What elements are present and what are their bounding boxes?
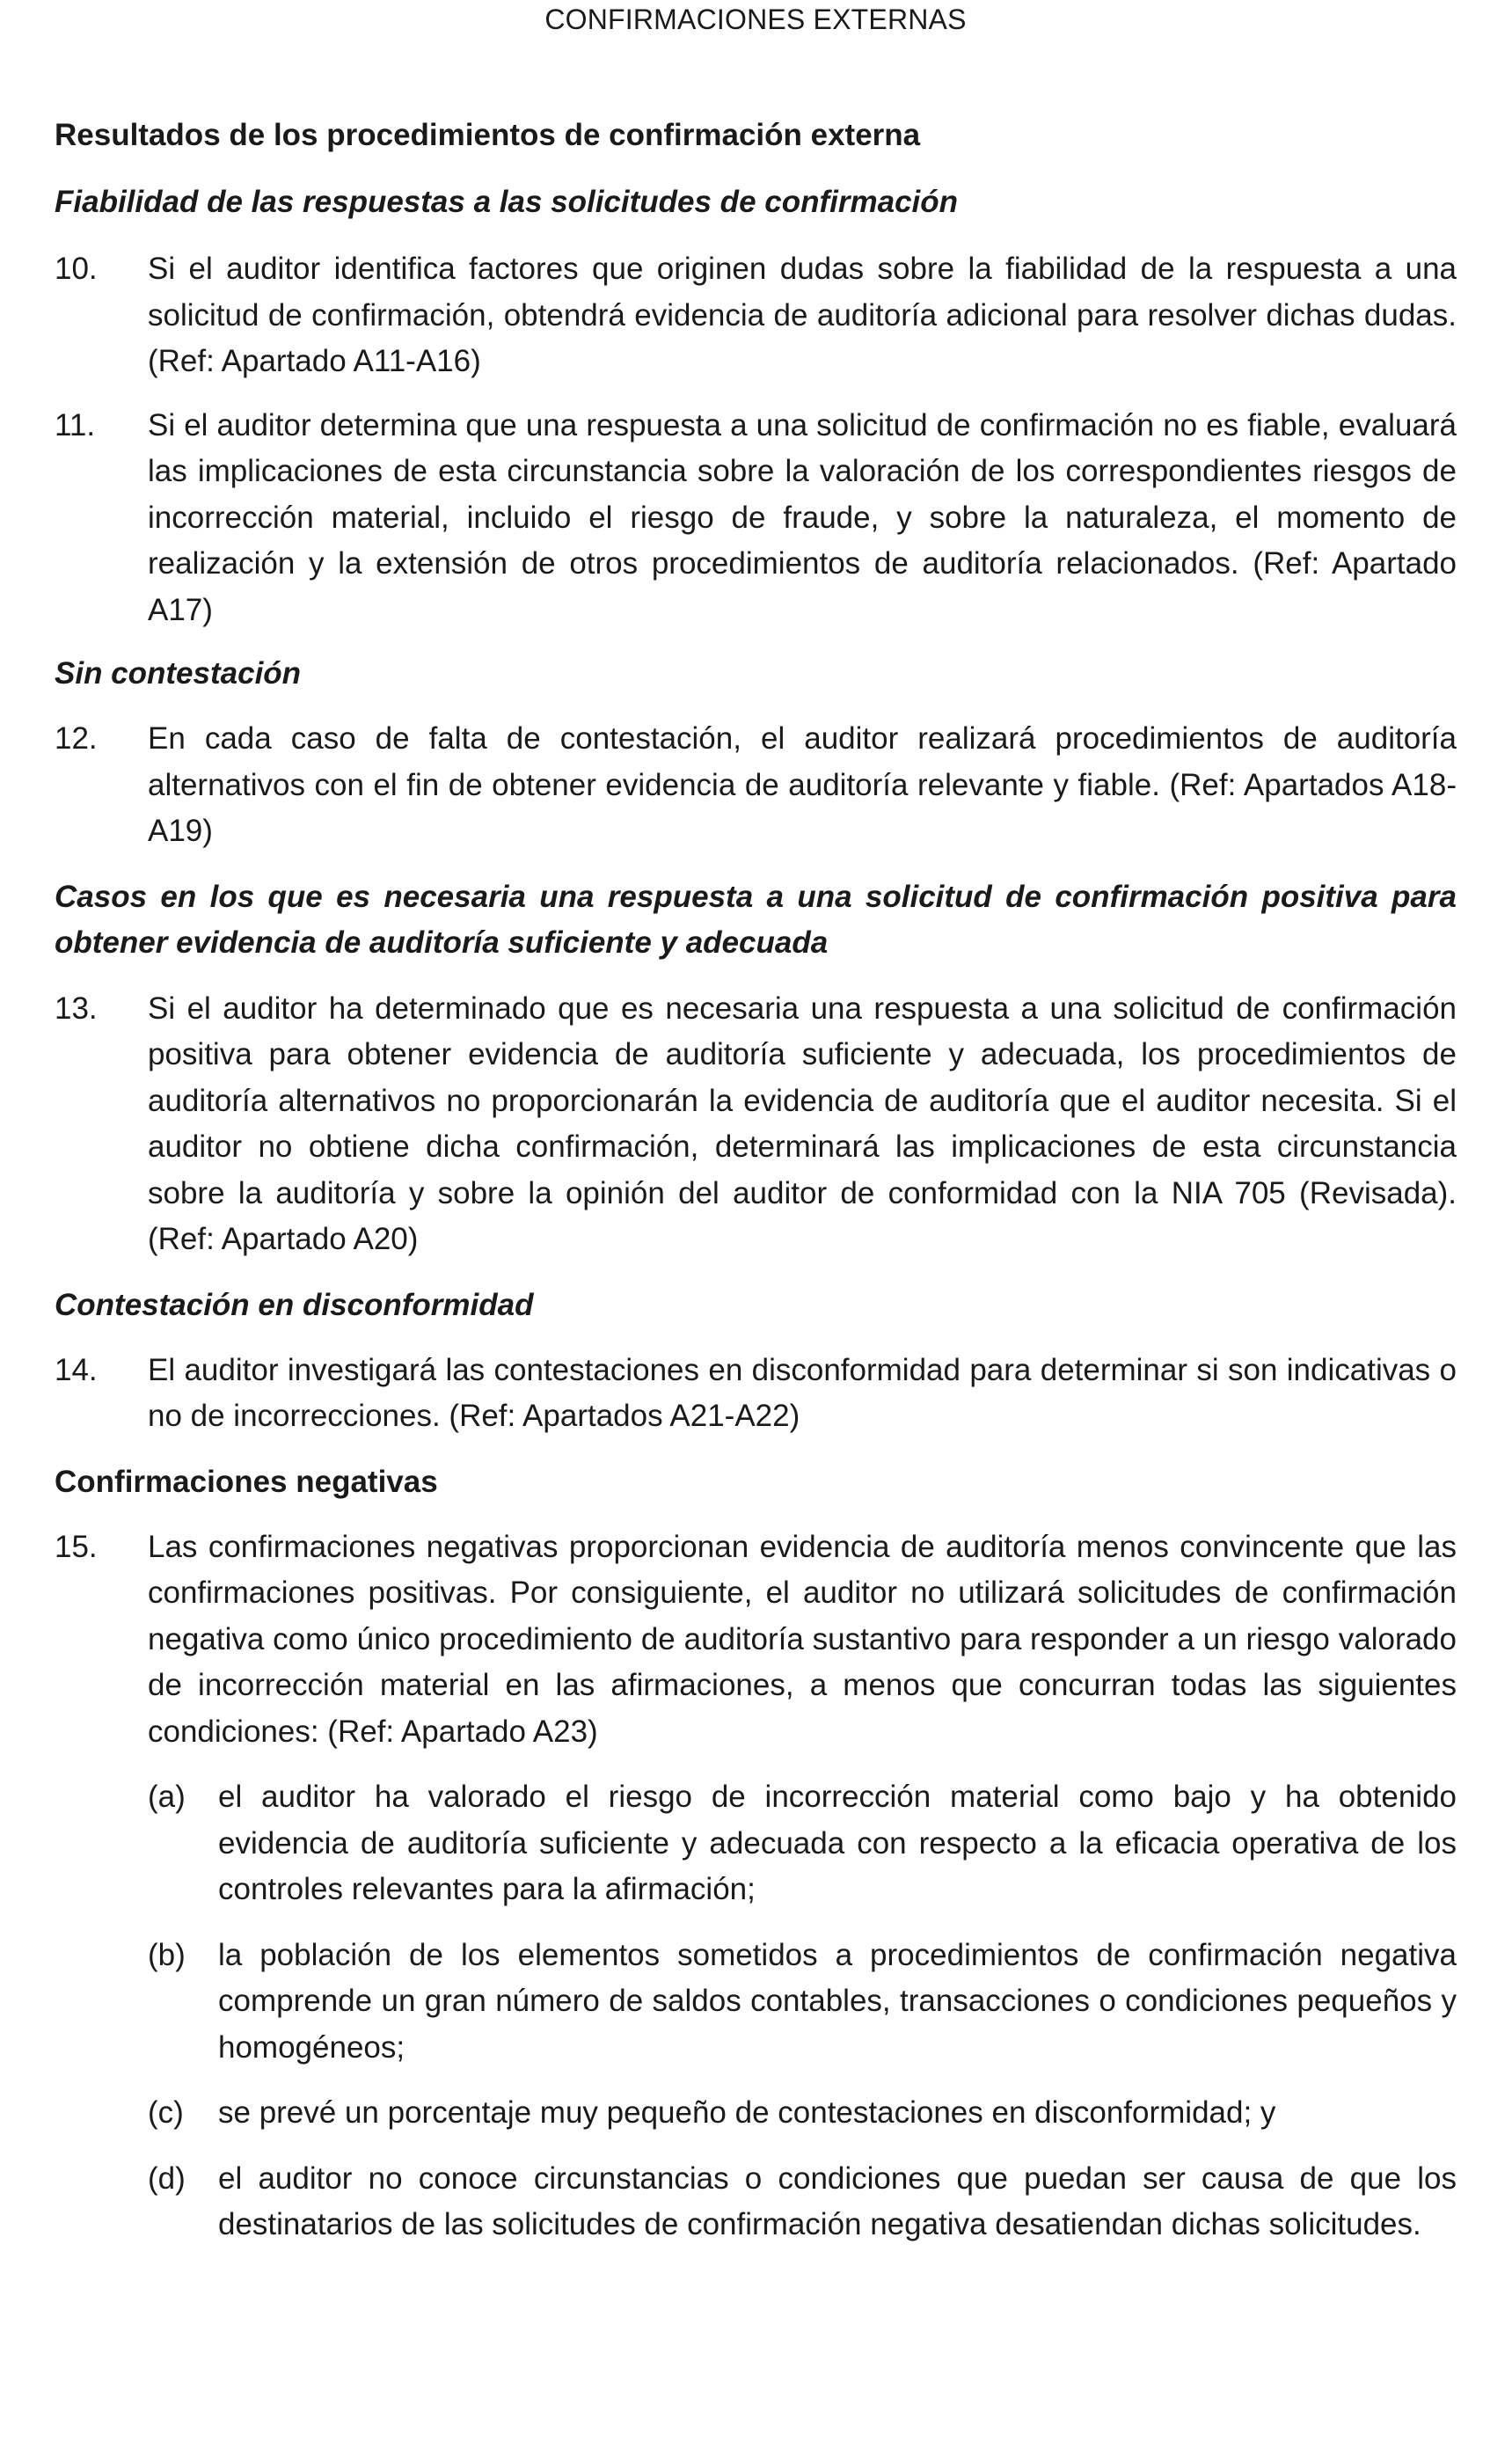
paragraph-number: 13. [55, 991, 98, 1026]
paragraph-text: El auditor investigará las contestaciones en disconformidad para determinar si son indicativas o no de incorrecciones. (Ref: Apartados A21-A22) [148, 1352, 1457, 1433]
section-heading-negative: Confirmaciones negativas [55, 1464, 438, 1499]
running-header: CONFIRMACIONES EXTERNAS [544, 4, 967, 35]
paragraph-number: 14. [55, 1352, 98, 1387]
subheading-exceptions: Contestación en disconformidad [55, 1287, 534, 1322]
paragraph-text: En cada caso de falta de contestación, el auditor realizará procedimientos de auditoría alternativos con el fin de obtener evidencia de auditoría relevante y fiable. (Ref: Apartados A18-A19) [148, 721, 1457, 848]
paragraph-15 [55, 1524, 1457, 1756]
condition-label: (a) [148, 1780, 186, 1814]
section-heading-results: Resultados de los procedimientos de confirmación externa [55, 118, 921, 152]
condition-item-b [148, 1933, 1457, 2072]
paragraph-number: 15. [55, 1529, 98, 1564]
paragraph-number: 10. [55, 252, 98, 286]
condition-text: el auditor ha valorado el riesgo de incorrección material como bajo y ha obtenido evidencia de auditoría suficiente y adecuada con respecto a la eficacia operativa de los controles relevantes para la afirmación; [218, 1780, 1457, 1906]
paragraph-12 [55, 716, 1457, 855]
conditions-list [148, 1774, 1457, 2248]
paragraph-text: Si el auditor identifica factores que originen dudas sobre la fiabilidad de la respuesta a una solicitud de confirmación, obtendrá evidencia de auditoría adicional para resolver dichas dudas. (Ref: Apartado A11-A16) [148, 252, 1457, 378]
paragraph-14 [55, 1348, 1457, 1440]
condition-label: (d) [148, 2161, 186, 2196]
paragraph-13 [55, 986, 1457, 1263]
condition-label: (c) [148, 2095, 184, 2130]
condition-text: el auditor no conoce circunstancias o condiciones que puedan ser causa de que los destinatarios de las solicitudes de confirmación negativa desatiendan dichas solicitudes. [218, 2161, 1457, 2241]
condition-item-a [148, 1774, 1457, 1913]
subheading-reliability: Fiabilidad de las respuestas a las solicitudes de confirmación [55, 185, 959, 219]
condition-text: la población de los elementos sometidos a procedimientos de confirmación negativa comprende un gran número de saldos contables, transacciones o condiciones pequeños y homogéneos; [218, 1937, 1457, 2065]
condition-item-d [148, 2156, 1457, 2248]
paragraph-10 [55, 246, 1457, 385]
condition-item-c [148, 2090, 1457, 2137]
subheading-no-reply: Sin contestación [55, 656, 302, 691]
subheading-positive-confirmation: Casos en los que es necesaria una respuesta a una solicitud de confirmación positiva para obtener evidencia de auditoría suficiente y adecuada [55, 879, 1457, 960]
paragraph-11 [55, 403, 1457, 634]
paragraph-number: 12. [55, 721, 98, 756]
condition-label: (b) [148, 1937, 186, 1972]
document-page [55, 0, 1457, 2248]
paragraph-text: Si el auditor determina que una respuesta a una solicitud de confirmación no es fiable, evaluará las implicaciones de esta circunstancia sobre la valoración de los correspondientes riesgos de incorrección material, incluido el riesgo de fraude, y sobre la naturaleza, el momento de realización y la extensión de otros procedimientos de auditoría relacionados. (Ref: Apartado A17) [148, 407, 1457, 627]
paragraph-text: Las confirmaciones negativas proporcionan evidencia de auditoría menos convincente que las confirmaciones positivas. Por consiguiente, el auditor no utilizará solicitudes de confirmación negativa como único procedimiento de auditoría sustantivo para responder a un riesgo valorado de incorrección material en las afirmaciones, a menos que concurran todas las siguientes condiciones: (Ref: Apartado A23) [148, 1529, 1457, 1749]
condition-text: se prevé un porcentaje muy pequeño de contestaciones en disconformidad; y [218, 2095, 1276, 2130]
paragraph-number: 11. [55, 407, 96, 442]
paragraph-text: Si el auditor ha determinado que es necesaria una respuesta a una solicitud de confirmación positiva para obtener evidencia de auditoría suficiente y adecuada, los procedimientos de auditoría alternativos no proporcionarán la evidencia de auditoría que el auditor necesita. Si el auditor no obtiene dicha confirmación, determinará las implicaciones de esta circunstancia sobre la auditoría y sobre la opinión del auditor de conformidad con la NIA 705 (Revisada). (Ref: Apartado A20) [148, 991, 1457, 1256]
